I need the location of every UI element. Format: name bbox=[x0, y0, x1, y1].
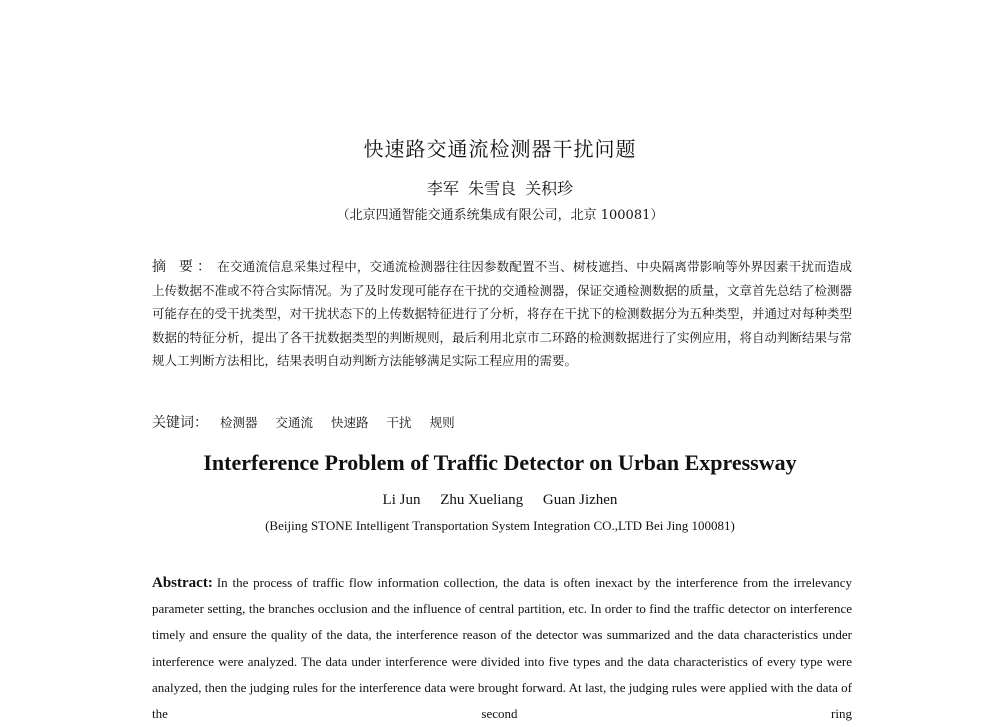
english-affiliation: (Beijing STONE Intelligent Transportation System Integration CO.,LTD Bei Jing 100081) bbox=[265, 518, 735, 533]
author-name: Li Jun bbox=[382, 492, 421, 508]
chinese-authors: 李军 朱雪良 关积珍 bbox=[426, 179, 574, 198]
author-name: Zhu Xueliang bbox=[440, 492, 524, 508]
chinese-keywords-label: 关键词： bbox=[152, 415, 208, 431]
chinese-abstract bbox=[152, 255, 852, 372]
keyword: 检测器 bbox=[220, 415, 258, 430]
english-abstract-label: Abstract: bbox=[152, 575, 213, 591]
keyword: 快速路 bbox=[331, 415, 369, 430]
chinese-abstract-text: 在交通流信息采集过程中，交通流检测器往往因参数配置不当、树枝遮挡、中央隔离带影响等外界因素干扰而造成上传数据不准或不符合实际情况。为了及时发现可能存在干扰的交通检测器，保证交通检测数据的质量，文章首先总结了检测器可能存在的受干扰类型，对干扰状态下的上传数据特征进行了分析，将存在干扰下的检测数据分为五种类型，并通过对每种类型数据的特征分析，提出了各干扰数据类型的判断规则，最后利用北京市二环路的检测数据进行了实例应用，将自动判断结果与常规人工判断方法相比，结果表明自动判断方法能够满足实际工程应用的需要。 bbox=[152, 259, 853, 368]
keyword: 干扰 bbox=[386, 415, 412, 430]
keyword: 交通流 bbox=[275, 415, 314, 430]
chinese-abstract-label: 摘 要： bbox=[152, 259, 216, 275]
english-authors bbox=[0, 492, 1000, 509]
keyword: 规则 bbox=[429, 415, 455, 430]
chinese-keywords bbox=[152, 412, 852, 432]
english-abstract bbox=[152, 570, 852, 727]
english-title: Interference Problem of Traffic Detector on Urban Expressway bbox=[203, 450, 797, 475]
english-abstract-text: In the process of traffic flow information collection, the data is often inexact by the interference from the irrelevancy parameter setting, the branches occlusion and the influence of central partition, etc. In order to find the traffic detector on interference timely and ensure the quality of the data, the interference reason of the detector was summarized and the data characteristics under interference were analyzed. The data under interference were divided into five types and the data characteristics of every type were analyzed, then the judging rules for the interference data were brought forward. At last, the judging rules were applied with the data of the second ring bbox=[152, 575, 852, 722]
author-name: Guan Jizhen bbox=[542, 492, 618, 508]
chinese-affiliation: （北京四通智能交通系统集成有限公司，北京 100081） bbox=[336, 208, 664, 223]
chinese-title: 快速路交通流检测器干扰问题 bbox=[363, 137, 637, 161]
